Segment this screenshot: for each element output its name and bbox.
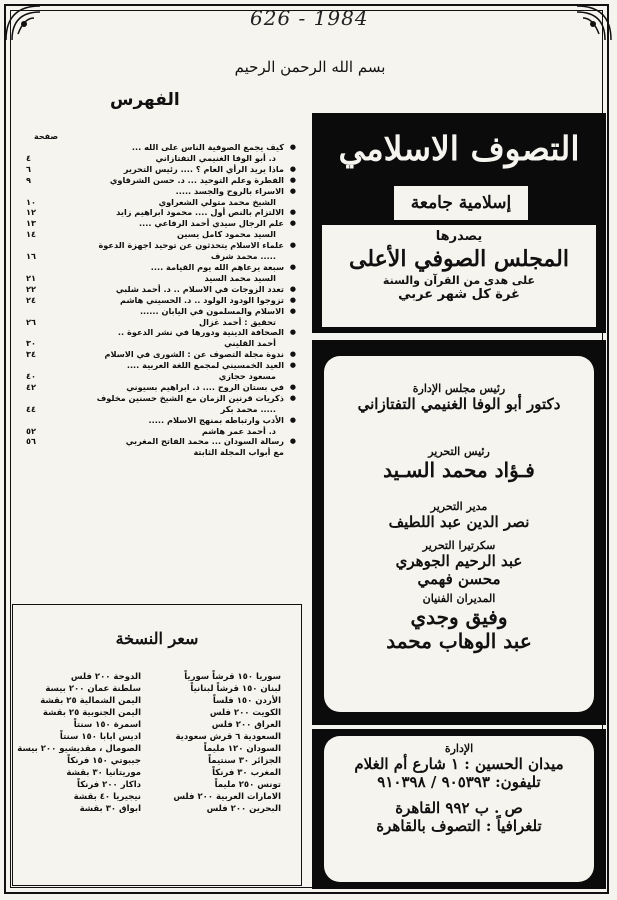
phone-line: تليفون: ٩٠٥٣٩٣ / ٩١٠٣٩٨ [377, 773, 541, 791]
toc-entry-title: في بستان الروح .... د. ابراهيم بسيوني [126, 381, 284, 392]
toc-entry-page: ٤٤ [26, 403, 36, 414]
toc-entry [24, 447, 298, 458]
toc-entry [24, 197, 298, 208]
toc-entry-title: السيد محمود كامل يسين [177, 229, 276, 240]
magazine-title: التصوف الاسلامي [338, 129, 580, 168]
toc-entry [24, 349, 298, 360]
price-entry: العراق ٢٠٠ فلس [211, 720, 281, 730]
table-of-contents [24, 142, 298, 458]
price-entry: لبنان ١٥٠ قرشاً لبنانياً [190, 684, 281, 694]
masthead-box [312, 113, 606, 333]
toc-entry-page: ٣٤ [26, 349, 36, 360]
administration-label: الإدارة [444, 742, 474, 755]
toc-entry-page: ٦ [26, 163, 31, 174]
toc-entry-title: ..... محمد شرف [210, 251, 276, 262]
toc-entry [24, 284, 298, 295]
toc-entry [24, 251, 298, 262]
toc-entry [24, 327, 298, 338]
staff-role: سكرتيرا التحرير [422, 539, 496, 552]
price-entry: سلطنة عمان ٢٠٠ بيسة [45, 684, 141, 694]
address-line: ميدان الحسين : ١ شارع أم الغلام [354, 755, 564, 773]
price-entry: المغرب ٣٠ فرنكاً [212, 768, 281, 778]
toc-entry-page: ١٦ [26, 251, 36, 262]
price-entry: ابواق ٣٠ بقشة [79, 804, 141, 814]
price-entry: الامارات العربية ٢٠٠ فلس [173, 792, 281, 802]
price-entry: داكار ٢٠٠ فرنكاً [77, 780, 141, 790]
staff-name: عبد الوهاب محمد [386, 629, 532, 653]
toc-entry-title: ندوة مجلة التصوف عن : الشورى في الاسلام [104, 349, 284, 360]
toc-entry-title: ..... محمد بكر [220, 403, 276, 414]
toc-entry [24, 142, 298, 153]
toc-entry-title: السيد محمد السيد [204, 272, 276, 283]
price-list-left [17, 671, 141, 815]
toc-entry [24, 229, 298, 240]
staff-role: مدير التحرير [430, 500, 488, 513]
price-entry: الأردن ١٥٠ فلساً [212, 696, 281, 706]
toc-entry-title: مع أبواب المجلة الثابتة [193, 447, 284, 458]
toc-entry [24, 186, 298, 197]
toc-entry [24, 306, 298, 317]
page-column-label: صفحة [34, 132, 59, 141]
toc-entry [24, 426, 298, 437]
staff-name: محسن فهمي [417, 570, 501, 588]
published-by-label: يصدرها [435, 229, 483, 244]
toc-entry [24, 436, 298, 447]
price-entry: اسمرة ١٥٠ سنتاً [73, 720, 141, 730]
price-entry: الجزائر ٣٠ سنتيماً [208, 756, 281, 766]
staff-name: دكتور أبو الوفا الغنيمي التفتازاني [357, 395, 561, 413]
administration-box [312, 729, 606, 889]
price-entry: موريتانيا ٣٠ بقشة [66, 768, 141, 778]
staff-box [312, 340, 606, 725]
toc-entry [24, 262, 298, 273]
toc-entry-page: ٢٤ [26, 294, 36, 305]
toc-entry-title: كيف يجمع الصوفية الناس على الله ... [131, 142, 284, 152]
toc-entry-page: ١٤ [26, 229, 36, 240]
toc-entry-title: العيد الخمسيني لمجمع اللغة العربية .... [126, 360, 284, 371]
toc-entry-title: الفطرة وعلم التوحيد ... د. حسن الشرقاوي [109, 174, 284, 185]
price-entry: جيبوتي ١٥٠ فرنكاً [67, 756, 141, 766]
staff-role: المديران الفنيان [422, 592, 496, 605]
frequency-line: غرة كل شهر عربي [398, 287, 520, 302]
toc-entry-page: ٤٢ [26, 381, 36, 392]
price-entry: الصومال ، مقديشيو ٢٠٠ بيسة [17, 744, 141, 754]
toc-entry [24, 164, 298, 175]
corner-ornament-icon [4, 4, 42, 42]
handwritten-note: 626 - 1984 [250, 6, 369, 30]
index-title: الفهرس [110, 90, 180, 110]
toc-entry [24, 393, 298, 404]
toc-entry [24, 415, 298, 426]
toc-entry-title: سبعة يرعاهم الله يوم القيامة .... [150, 261, 284, 272]
toc-entry [24, 338, 298, 349]
price-entry: تونس ٢٥٠ مليماً [214, 780, 281, 790]
toc-entry-title: الشيخ محمد متولي الشعراوي [158, 196, 276, 207]
toc-entry-title: تحقيق : أحمد غزال [199, 316, 276, 327]
price-entry: نيجيريا ٤٠ بقشة [73, 792, 141, 802]
toc-entry-title: ذكريات قرنين الزمان مع الشيخ حسنين مخلوف [96, 392, 284, 403]
staff-panel [324, 356, 594, 712]
price-entry: الدوحة ٢٠٠ فلس [70, 672, 141, 682]
toc-entry [24, 360, 298, 371]
staff-name: فـؤاد محمد السـيد [383, 458, 535, 482]
toc-entry-title: الأدب وارتباطه بمنهج الاسلام ..... [148, 414, 284, 425]
price-entry: السعودية ٦ قرش سعودية [175, 732, 281, 742]
toc-entry-title: د. أحمد عمر هاشم [201, 425, 276, 436]
toc-entry-title: الاسلام والمسلمون في اليابان ...... [139, 305, 284, 316]
toc-entry [24, 317, 298, 328]
toc-entry-page: ١٠ [26, 196, 36, 207]
toc-entry-page: ١٣ [26, 218, 36, 229]
price-entry: اديس ابابا ١٥٠ سنتاً [59, 732, 141, 742]
toc-entry-title: الصحافة الدينية ودورها في نشر الدعوة .. [117, 327, 284, 338]
toc-entry-page: ٢١ [26, 272, 36, 283]
telegraph-line: تلغرافياً : التصوف بالقاهرة [376, 817, 542, 835]
toc-entry-title: مسعود حجازي [218, 371, 276, 382]
toc-entry-title: د. أبو الوفا الغنيمي التفتازاني [155, 152, 276, 163]
basmala: بسم الله الرحمن الرحيم [234, 58, 386, 76]
toc-entry-page: ٩ [26, 174, 31, 185]
price-entry: سوريا ١٥٠ قرشاً سورياً [184, 672, 281, 682]
staff-role: رئيس مجلس الإدارة [412, 382, 506, 395]
toc-entry-page: ٥٦ [26, 436, 36, 447]
toc-entry-page: ٤ [26, 152, 31, 163]
toc-entry-page: ٢٢ [26, 283, 36, 294]
price-entry: الكويت ٢٠٠ فلس [209, 708, 281, 718]
magazine-subtitle: إسلامية جامعة [394, 186, 528, 220]
toc-entry-title: رسالة السودان ... محمد الفاتح المغربي [125, 436, 284, 447]
toc-entry-title: الالتزام بالنص أول .... محمود ابراهيم زايد [116, 207, 284, 218]
toc-entry-page: ٤٠ [26, 371, 36, 382]
toc-entry [24, 295, 298, 306]
toc-entry [24, 371, 298, 382]
toc-entry-title: الاسراء بالروح والجسد ..... [175, 185, 284, 196]
toc-entry-title: علماء الاسلام يتحدثون عن توحيد اجهزة الدعوة [98, 240, 284, 251]
toc-entry [24, 273, 298, 284]
publisher-name: المجلس الصوفي الأعلى [349, 246, 569, 272]
price-entry: السودان ١٢٠ مليماً [203, 744, 281, 754]
staff-name: نصر الدين عبد اللطيف [388, 513, 530, 531]
po-box-line: ص . ب ٩٩٢ القاهرة [395, 799, 523, 817]
toc-entry-title: علم الرجال سيدي أحمد الرفاعي .... [139, 218, 284, 229]
toc-entry [24, 240, 298, 251]
price-entry: اليمن الجنوبية ٢٥ بقشة [42, 708, 141, 718]
corner-ornament-icon [575, 4, 613, 42]
toc-entry [24, 404, 298, 415]
toc-entry-page: ٢٦ [26, 316, 36, 327]
toc-entry [24, 382, 298, 393]
price-list-right [161, 671, 281, 815]
toc-entry [24, 153, 298, 164]
toc-entry-page: ١٢ [26, 207, 36, 218]
price-box [12, 604, 302, 886]
price-entry: البحرين ٢٠٠ فلس [206, 804, 281, 814]
toc-entry-page: ٣٠ [26, 338, 36, 349]
toc-entry-title: تزوجوا الودود الولود .. د. الحسيني هاشم [120, 294, 284, 305]
toc-entry-page: ٥٢ [26, 425, 36, 436]
staff-name: وفيق وجدي [410, 605, 508, 629]
price-entry: اليمن الشمالية ٢٥ بقشة [40, 696, 141, 706]
staff-role: رئيس التحرير [428, 445, 490, 458]
toc-entry [24, 218, 298, 229]
staff-name: عبد الرحيم الجوهري [395, 552, 523, 570]
toc-entry-title: تعدد الزوجات في الاسلام .. د. أحمد شلبي [115, 283, 284, 294]
guidance-line: على هدى من القرآن والسنة [382, 274, 536, 287]
toc-entry-title: ماذا يريد الرأي العام ؟ .... رئيس التحرير [123, 163, 284, 174]
toc-entry [24, 207, 298, 218]
toc-entry-title: أحمد القليني [224, 338, 276, 349]
toc-entry [24, 175, 298, 186]
publisher-panel [322, 225, 596, 327]
price-title: سعر النسخة [115, 629, 199, 648]
administration-panel [324, 736, 594, 882]
